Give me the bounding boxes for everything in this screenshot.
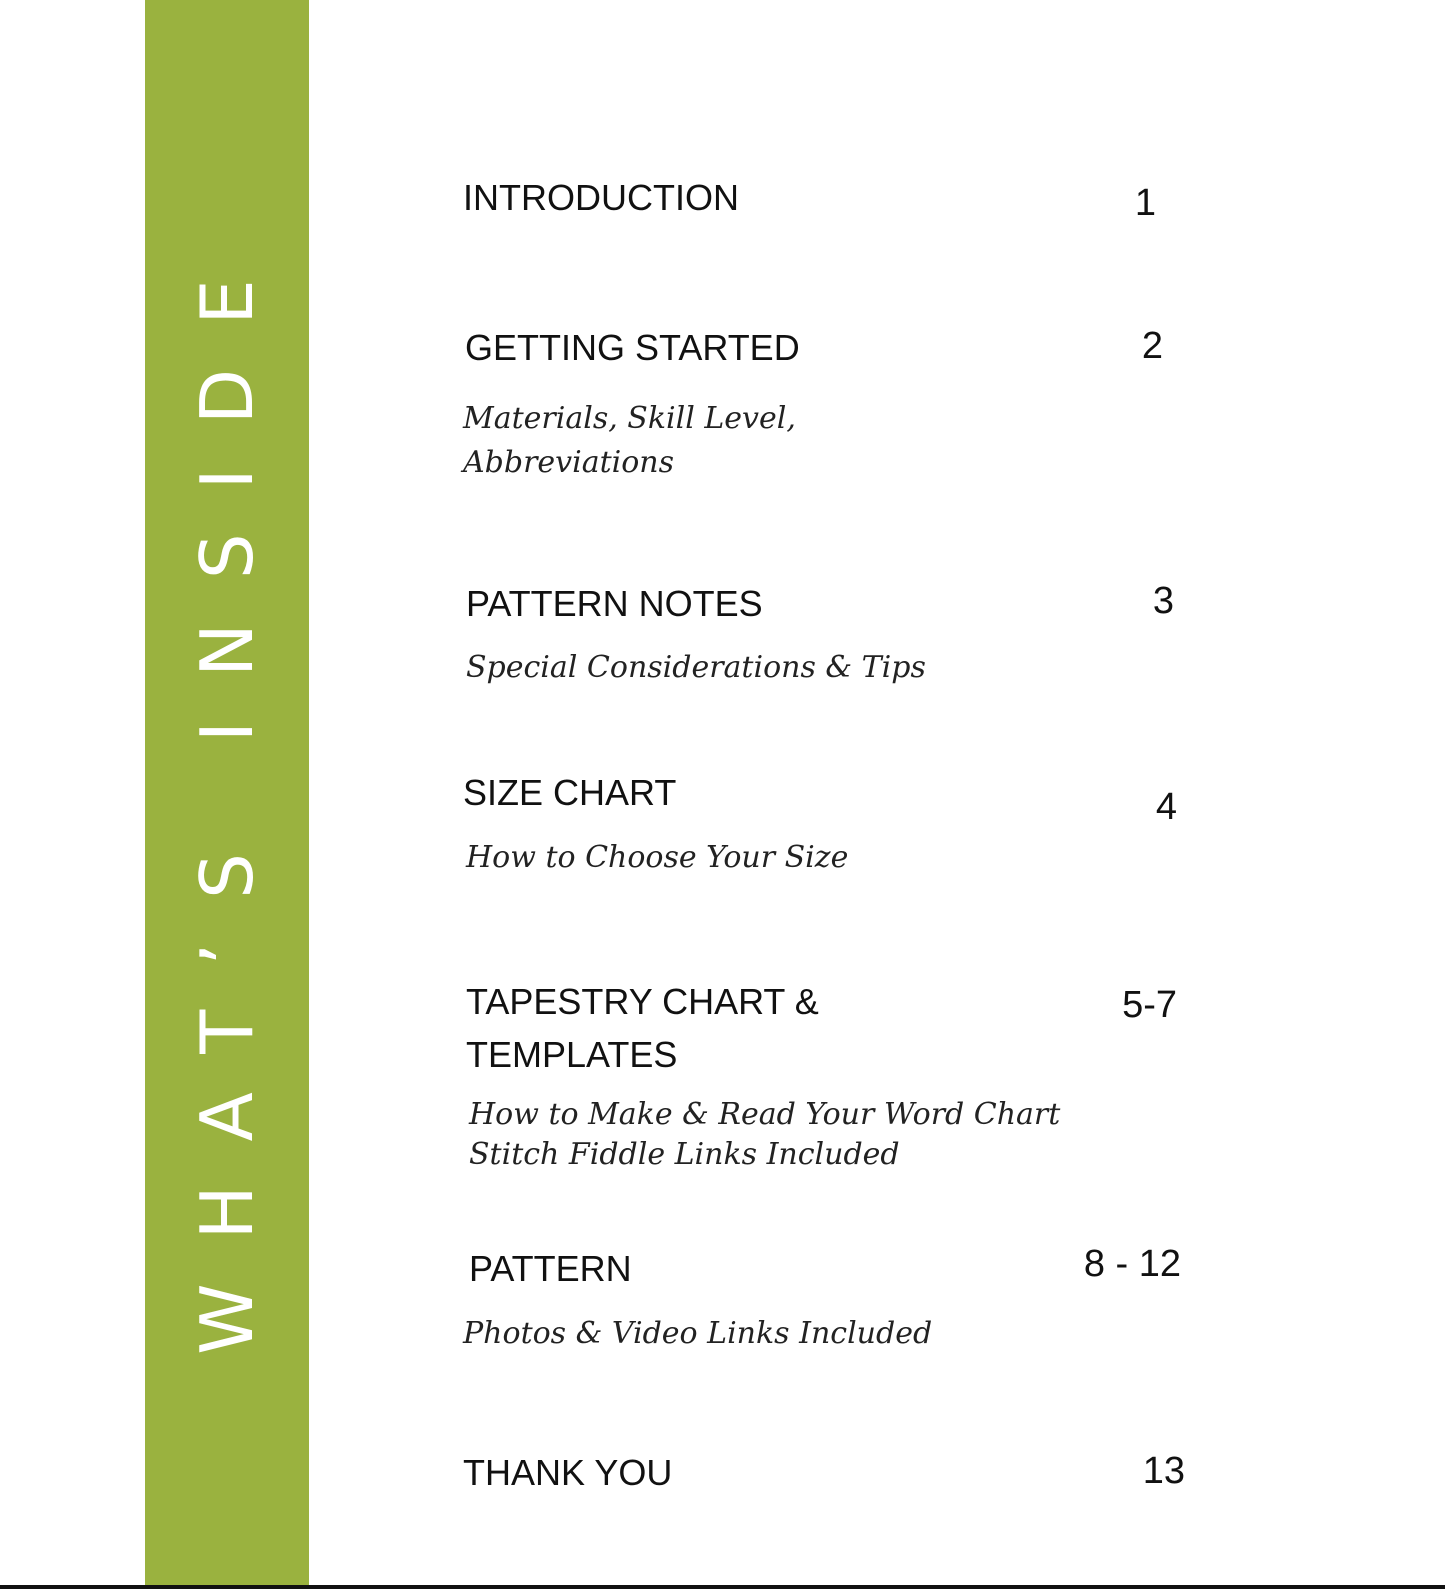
- toc-title-thank-you: THANK YOU: [463, 1452, 673, 1493]
- toc-subtitle-tapestry-chart-line1: How to Make & Read Your Word Chart: [469, 1097, 1061, 1132]
- toc-title-pattern: PATTERN: [469, 1248, 632, 1289]
- toc-page-pattern-notes: 3: [1152, 580, 1174, 622]
- toc-page-introduction: 1: [1134, 182, 1156, 224]
- toc-title-size-chart: SIZE CHART: [463, 772, 677, 813]
- toc-title-getting-started: GETTING STARTED: [465, 327, 800, 368]
- toc-title-tapestry-chart-line1: TAPESTRY CHART &: [466, 981, 819, 1022]
- toc-subtitle-getting-started-line1: Materials, Skill Level,: [463, 401, 796, 436]
- toc-page-pattern: 8 - 12: [1083, 1243, 1181, 1285]
- toc-subtitle-pattern-notes: Special Considerations & Tips: [466, 650, 926, 685]
- toc-page-tapestry-chart: 5-7: [1122, 984, 1177, 1026]
- toc-subtitle-getting-started-line2: Abbreviations: [463, 445, 675, 480]
- toc-page-thank-you: 13: [1142, 1450, 1185, 1492]
- toc-subtitle-pattern: Photos & Video Links Included: [463, 1316, 933, 1351]
- toc-title-introduction: INTRODUCTION: [463, 177, 739, 218]
- toc-title-tapestry-chart-line2: TEMPLATES: [466, 1034, 678, 1075]
- toc-page-size-chart: 4: [1155, 786, 1177, 828]
- toc-subtitle-size-chart: How to Choose Your Size: [466, 840, 849, 875]
- sidebar-title: WHAT’S INSIDE: [185, 235, 269, 1355]
- toc-subtitle-tapestry-chart-line2: Stitch Fiddle Links Included: [469, 1137, 900, 1172]
- toc-page-getting-started: 2: [1141, 325, 1163, 367]
- bottom-border: [0, 1585, 1445, 1589]
- toc-title-pattern-notes: PATTERN NOTES: [466, 583, 763, 624]
